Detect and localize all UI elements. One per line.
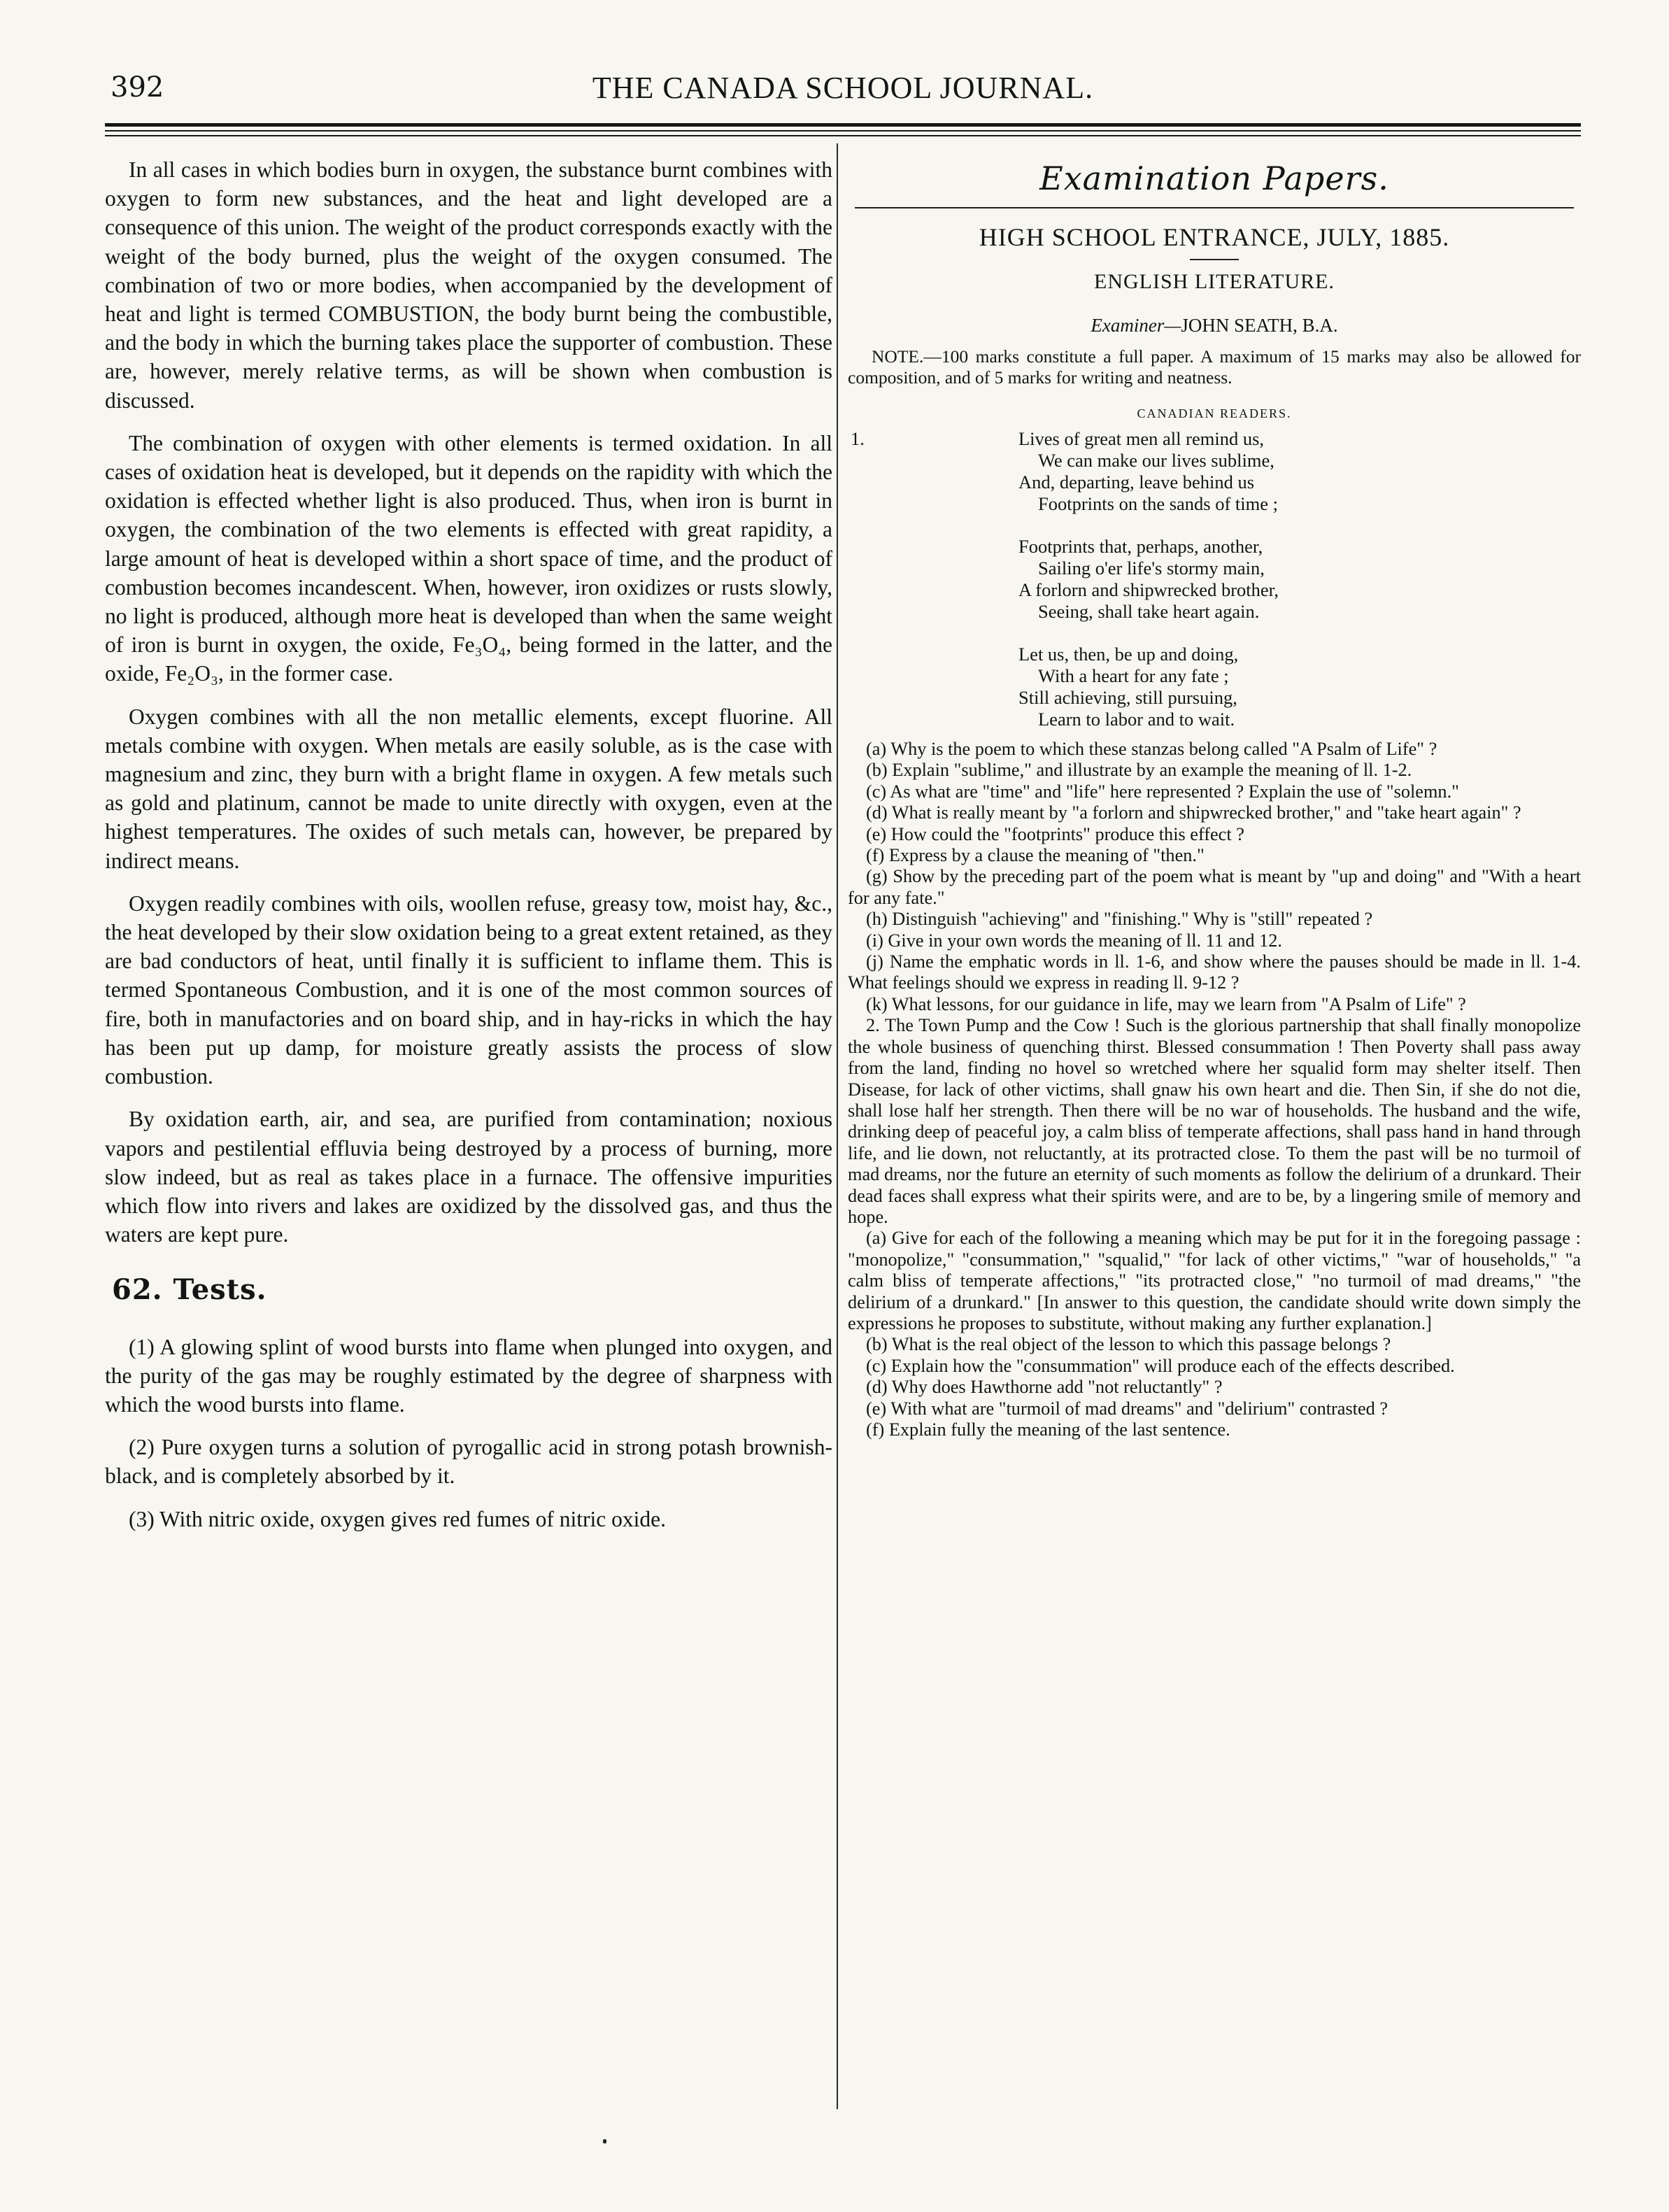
question-item: (f) Explain fully the meaning of the last sentence.: [866, 1419, 1230, 1440]
test-item: (3) With nitric oxide, oxygen gives red fumes of nitric oxide.: [129, 1506, 666, 1531]
question-number: 1.: [851, 428, 865, 449]
poem-stanza: [1018, 428, 1581, 515]
poem-line: Footprints that, perhaps, another,: [1018, 536, 1263, 557]
examiner-name: JOHN SEATH, B.A.: [1181, 315, 1338, 336]
paragraph-purification: By oxidation earth, air, and sea, are purified from contamination; noxious vapors and pestilential effluvia being destroyed by a process of burning, more slow indeed, but as real as takes place in a furnace. The offensive impurities which flow into rivers and lakes are oxidized by the dissolved gas, and thus the waters are kept pure.: [105, 1107, 832, 1247]
test-item: (1) A glowing splint of wood bursts into flame when plunged into oxygen, and the purity of the gas may be roughly estimated by the degree of sharpness with which the wood bursts into flame.: [105, 1334, 832, 1417]
journal-title: THE CANADA SCHOOL JOURNAL.: [592, 71, 1094, 105]
question-item: (h) Distinguish "achieving" and "finishing." Why is "still" repeated ?: [866, 909, 1373, 930]
poem-line: A forlorn and shipwrecked brother,: [1018, 579, 1279, 600]
question-item: (d) Why does Hawthorne add "not reluctantly" ?: [866, 1377, 1223, 1398]
examiner-label: Examiner—: [1091, 315, 1181, 336]
header-rule-thick: [105, 123, 1581, 127]
right-column: [848, 155, 1581, 1440]
poem-line: With a heart for any fate ;: [1038, 665, 1229, 686]
question-item: (f) Express by a clause the meaning of "then.": [866, 845, 1205, 866]
paragraph-metals: Oxygen combines with all the non metallic elements, except fluorine. All metals combine with oxygen. When metals are easily soluble, as is the case with magnesium and zinc, they burn with a bright flame in oxygen. A few metals such as gold and platinum, cannot be made to unite directly with oxygen, even at the highest temperatures. The oxides of such metals can, however, be prepared by indirect means.: [105, 704, 832, 873]
section-title: Examination Papers.: [1039, 159, 1389, 197]
question-item: (k) What lessons, for our guidance in life, may we learn from "A Psalm of Life" ?: [866, 993, 1466, 1014]
question-item: (g) Show by the preceding part of the poem what is meant by "up and doing" and "With a heart for any fate.": [848, 866, 1581, 908]
question-item: (c) As what are "time" and "life" here represented ? Explain the use of "solemn.": [866, 781, 1459, 802]
question-item: (b) What is the real object of the lesson to which this passage belongs ?: [866, 1334, 1391, 1355]
questions-part-1: [848, 739, 1581, 1015]
poem-line: We can make our lives sublime,: [1038, 450, 1274, 471]
short-rule: [1190, 259, 1239, 260]
poem-line: Learn to labor and to wait.: [1038, 709, 1235, 730]
section-rule: [855, 207, 1574, 208]
column-divider: [837, 143, 838, 2109]
tests-heading: 62. Tests.: [112, 1273, 267, 1307]
passage-town-pump: 2. The Town Pump and the Cow ! Such is the glorious partnership that shall finally monopolize the whole business of quenching thirst. Blessed consummation ! Then Poverty shall pass away from the land, finding no hovel so wretched where her squalid form may shelter itself. Then Disease, for lack of other victims, shall gnaw his own heart and die. Then Sin, if she do not die, shall lose half her strength. Then there will be no war of households. The husband and the wife, drinking deep of peaceful joy, a calm bliss of temperate affections, shall pass hand in hand through life, and lie down, not reluctantly, at its protracted close. To them the past will be no turmoil of mad dreams, nor the future an eternity of such moments as follow the delirium of a drunkard. Their dead faces shall express what their spirits were, and are to be, by a lingering smile of memory and hope.: [848, 1015, 1581, 1227]
page-header: [105, 67, 1581, 116]
exam-title: HIGH SCHOOL ENTRANCE, JULY, 1885.: [979, 223, 1450, 251]
left-column: [105, 155, 832, 1547]
poem-line: Footprints on the sands of time ;: [1038, 493, 1279, 514]
question-item: (i) Give in your own words the meaning of ll. 11 and 12.: [866, 930, 1282, 951]
test-item: (2) Pure oxygen turns a solution of pyrogallic acid in strong potash brownish-black, and is completely absorbed by it.: [105, 1435, 832, 1489]
header-rule-thin-2: [105, 135, 1581, 136]
question-item: (e) With what are "turmoil of mad dreams" and "delirium" contrasted ?: [866, 1398, 1389, 1419]
page-number: 392: [111, 71, 164, 104]
paragraph-spontaneous-combustion: Oxygen readily combines with oils, woollen refuse, greasy tow, moist hay, &c., the heat developed by their slow oxidation being to a great extent retained, as they are bad conductors of heat, until finally it is sufficient to inflame them. This is termed Spontaneous Combustion, and it is one of the most common sources of fire, both in manufactories and on board ship, and in hay-ricks in which the hay has been put up damp, for moisture greatly assists the process of slow combustion.: [105, 891, 832, 1089]
question-item: (e) How could the "footprints" produce this effect ?: [866, 823, 1244, 844]
page-mark: [603, 2139, 606, 2143]
poem-line: Let us, then, be up and doing,: [1018, 644, 1239, 665]
poem: [848, 428, 1581, 730]
poem-stanza: [1018, 536, 1581, 623]
marks-note: NOTE.—100 marks constitute a full paper. A maximum of 15 marks may also be allowed for composition, and of 5 marks for writing and neatness.: [848, 346, 1581, 388]
question-item: (j) Name the emphatic words in ll. 1-6, and show where the pauses should be made in ll. 1-4. What feelings should we express in reading ll. 9-12 ?: [848, 951, 1581, 993]
question-item: (d) What is really meant by "a forlorn and shipwrecked brother," and "take heart again" ?: [866, 802, 1521, 823]
poem-line: And, departing, leave behind us: [1018, 472, 1255, 492]
poem-line: Seeing, shall take heart again.: [1038, 601, 1260, 622]
poem-line: Lives of great men all remind us,: [1018, 428, 1265, 449]
questions-part-2: [848, 1228, 1581, 1440]
paragraph-oxidation: The combination of oxygen with other elements is termed oxidation. In all cases of oxidation heat is developed, but it depends on the rapidity with which the oxidation is effected whether light is also produced. Thus, when iron is burnt in oxygen, the combination of the two elements is effected with great rapidity, a large amount of heat is developed within a short space of time, and the product of combustion becomes incandescent. When, however, iron oxidizes or rusts slowly, no light is produced, although more heat is developed than when the same weight of iron is burnt in oxygen, the oxide, Fe₃O₄, being formed in the latter, and the oxide, Fe₂O₃, in the former case.: [105, 430, 832, 686]
examiner-line: [848, 315, 1581, 336]
question-item: (b) Explain "sublime," and illustrate by an example the meaning of ll. 1-2.: [866, 760, 1412, 781]
subject-title: ENGLISH LITERATURE.: [1094, 270, 1335, 293]
poem-line: Still achieving, still pursuing,: [1018, 687, 1237, 708]
paragraph-combustion: In all cases in which bodies burn in oxygen, the substance burnt combines with oxygen to form new substances, and the heat and light developed are a consequence of this union. The weight of the product corresponds exactly with the weight of the body burned, plus the weight of the oxygen consumed. The combination of two or more bodies, when accompanied by the development of heat and light is termed COMBUSTION, the body burnt being the combustible, and the body in which the burning takes place the supporter of combustion. These are, however, merely relative terms, as will be shown when combustion is discussed.: [105, 157, 832, 413]
poem-line: Sailing o'er life's stormy main,: [1038, 558, 1265, 579]
poem-stanza: [1018, 644, 1581, 730]
readers-heading: CANADIAN READERS.: [1137, 406, 1292, 420]
question-item: (a) Why is the poem to which these stanzas belong called "A Psalm of Life" ?: [866, 739, 1437, 759]
question-item: (a) Give for each of the following a meaning which may be put for it in the foregoing passage : "monopolize," "consummation," "squalid," "for lack of other victims," "war of households," "a calm bliss of temperate affections," "its protracted close," "no turmoil of mad dreams," "the delirium of a drunkard." [In answer to this question, the candidate should write down simply the expressions he proposes to substitute, without making any further explanation.]: [848, 1228, 1581, 1333]
header-rule-thin: [105, 130, 1581, 132]
question-item: (c) Explain how the "consummation" will produce each of the effects described.: [866, 1355, 1455, 1376]
